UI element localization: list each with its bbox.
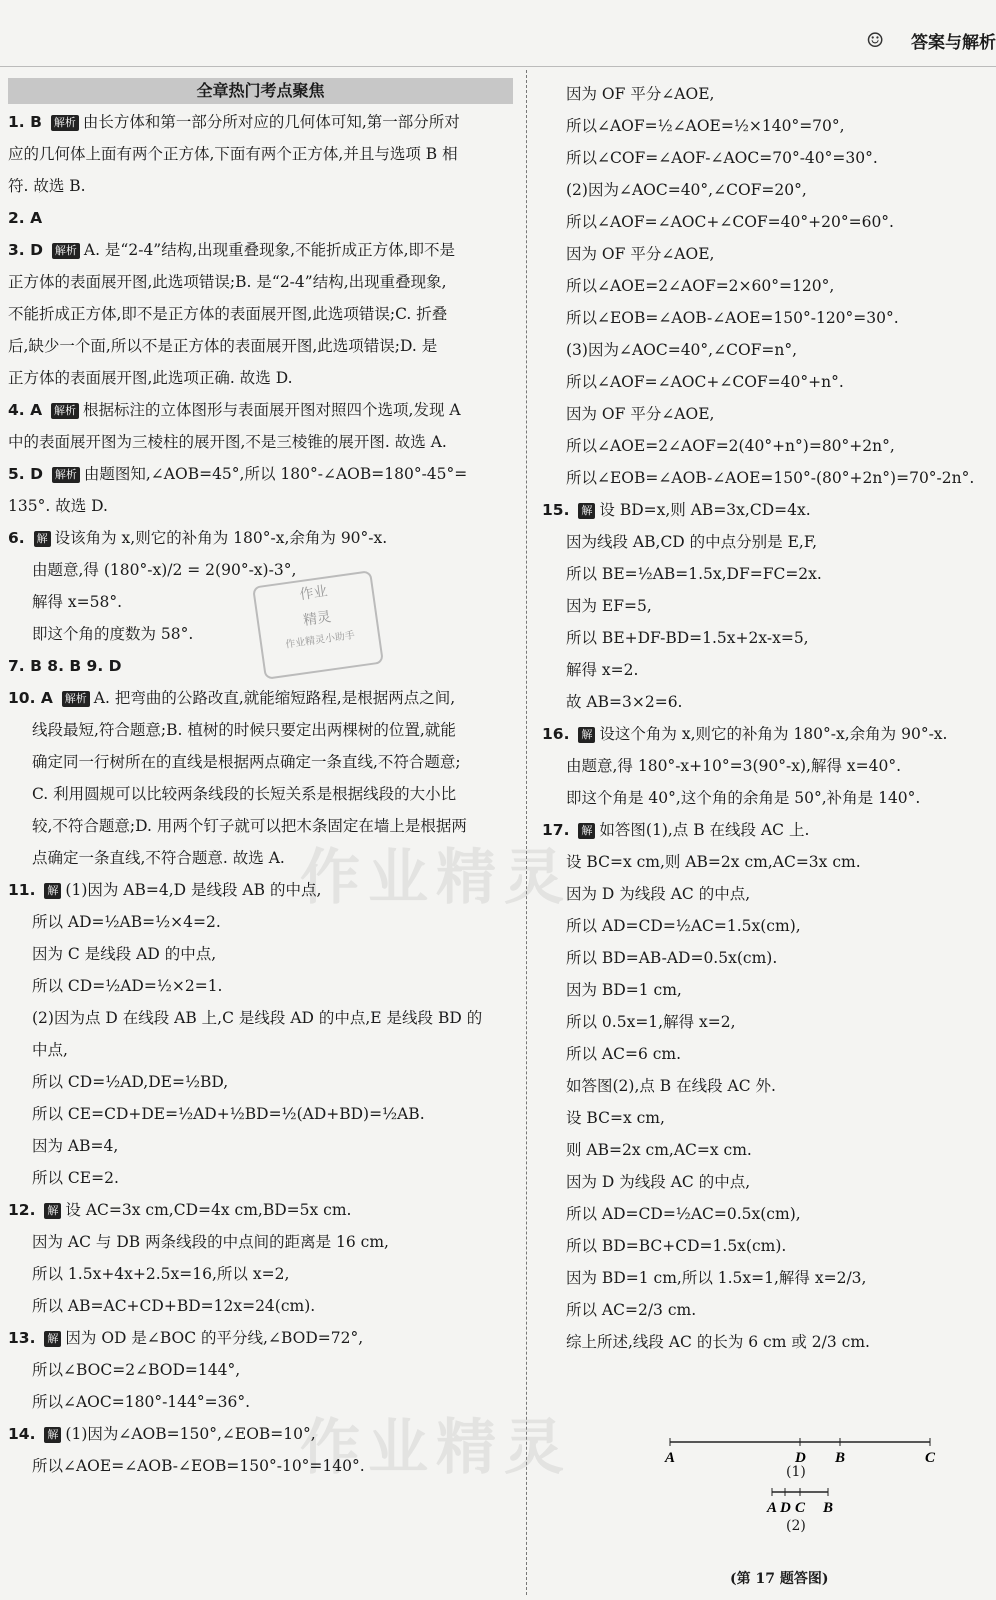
answer-line: [542, 174, 990, 206]
answer-line: [8, 330, 513, 362]
answer-text: 设该角为 x,则它的补角为 180°-x,余角为 90°-x.: [54, 529, 388, 547]
answer-line: [8, 362, 513, 394]
question-number: 5. D: [8, 465, 43, 483]
answer-line: [542, 846, 990, 878]
answer-line: [542, 110, 990, 142]
answer-text: 由长方体和第一部分所对应的几何体可知,第一部分所对: [82, 113, 460, 131]
page-header-title: 答案与解析: [911, 33, 996, 53]
answer-line: [542, 462, 990, 494]
answer-text: 因为 EF=5,: [566, 597, 652, 615]
answer-line: [8, 1290, 513, 1322]
answer-text: 故 AB=3×2=6.: [566, 693, 683, 711]
point-label: A: [767, 1500, 778, 1516]
answer-line: [542, 1166, 990, 1198]
answer-text: 所以 AC=6 cm.: [566, 1045, 682, 1063]
answer-text: 所以 BD=BC+CD=1.5x(cm).: [566, 1237, 787, 1255]
answer-text: 因为 BD=1 cm,: [566, 981, 682, 999]
answer-line: [542, 430, 990, 462]
answer-text: 由题图知,∠AOB=45°,所以 180°-∠AOB=180°-45°=: [83, 465, 468, 483]
answer-line: [542, 686, 990, 718]
question-number: 2. A: [8, 209, 43, 227]
answer-text: A. 把弯曲的公路改直,就能缩短路程,是根据两点之间,: [93, 689, 456, 707]
figure-label-2: (2): [786, 1518, 806, 1534]
answer-text: 所以∠AOF=∠AOC+∠COF=40°+n°.: [566, 373, 844, 391]
answer-line: [8, 298, 513, 330]
answer-line: [8, 522, 513, 554]
user-icon: ☺: [866, 28, 884, 52]
answer-line: [542, 1198, 990, 1230]
answer-line: [8, 1098, 513, 1130]
answer-text: 正方体的表面展开图,此选项错误;B. 是“2-4”结构,出现重叠现象,: [8, 273, 447, 291]
stamp-line: 作业精灵小助手: [284, 630, 356, 651]
answer-line: [8, 1258, 513, 1290]
answer-text: 所以 BE=½AB=1.5x,DF=FC=2x.: [566, 565, 822, 583]
answer-text: 所以 CE=2.: [32, 1169, 119, 1187]
point-label: D: [795, 1450, 806, 1466]
solution-tag: 解: [578, 823, 595, 839]
question-number: 14.: [8, 1425, 36, 1443]
answer-line: [542, 718, 990, 750]
answer-text: 因为 OD 是∠BOC 的平分线,∠BOD=72°,: [65, 1329, 364, 1347]
answer-text: 确定同一行树所在的直线是根据两点确定一条直线,不符合题意;: [32, 753, 461, 771]
left-answer-list: [8, 106, 513, 1482]
answer-text: 中点,: [32, 1041, 68, 1059]
answer-text: 所以 CD=½AD=½×2=1.: [32, 977, 223, 995]
point-label: C: [925, 1450, 936, 1466]
answer-text: (2)因为∠AOC=40°,∠COF=20°,: [566, 181, 807, 199]
watermark: 作业精灵: [300, 843, 572, 913]
answer-line: [542, 1006, 990, 1038]
answer-text: 因为 AB=4,: [32, 1137, 119, 1155]
answer-line: [542, 526, 990, 558]
question-number: 11.: [8, 881, 36, 899]
answer-line: [8, 1066, 513, 1098]
answer-text: 后,缺少一个面,所以不是正方体的表面展开图,此选项错误;D. 是: [8, 337, 438, 355]
answer-text: 设 BD=x,则 AB=3x,CD=4x.: [599, 501, 811, 519]
answer-text: 因为 BD=1 cm,所以 1.5x=1,解得 x=2/3,: [566, 1269, 867, 1287]
answer-text: 不能折成正方体,即不是正方体的表面展开图,此选项错误;C. 折叠: [8, 305, 448, 323]
answer-line: [8, 1130, 513, 1162]
question-number: 12.: [8, 1201, 36, 1219]
question-number: 15.: [542, 501, 570, 519]
answer-text: 135°. 故选 D.: [8, 497, 108, 515]
answer-line: [542, 910, 990, 942]
answer-line: [542, 654, 990, 686]
answer-line: [8, 394, 513, 426]
answer-text: 则 AB=2x cm,AC=x cm.: [566, 1141, 752, 1159]
answer-figure: [660, 1432, 980, 1592]
answer-line: [8, 106, 513, 138]
answer-line: [8, 554, 513, 586]
answer-text: 根据标注的立体图形与表面展开图对照四个选项,发现 A: [83, 401, 461, 419]
answer-line: [542, 622, 990, 654]
answer-line: [8, 618, 513, 650]
answer-text: (1)因为 AB=4,D 是线段 AB 的中点,: [65, 881, 322, 899]
answer-text: C. 利用圆规可以比较两条线段的长短关系是根据线段的大小比: [32, 785, 457, 803]
answer-text: 所以∠EOB=∠AOB-∠AOE=150°-(80°+2n°)=70°-2n°.: [566, 469, 975, 487]
answer-text: 因为 OF 平分∠AOE,: [566, 405, 715, 423]
answer-line: [8, 586, 513, 618]
answer-text: 所以 AC=2/3 cm.: [566, 1301, 697, 1319]
stamp-line: 作业: [298, 583, 329, 604]
answer-line: [542, 366, 990, 398]
answer-text: 解得 x=58°.: [32, 593, 123, 611]
answer-text: 所以 CE=CD+DE=½AD+½BD=½(AD+BD)=½AB.: [32, 1105, 425, 1123]
answer-line: [8, 426, 513, 458]
answer-text: 符. 故选 B.: [8, 177, 86, 195]
answer-text: (1)因为∠AOB=150°,∠EOB=10°,: [65, 1425, 316, 1443]
point-label: D: [780, 1500, 791, 1516]
question-number: 3. D: [8, 241, 43, 259]
stamp-line: 精灵: [302, 609, 333, 629]
analysis-tag: 解析: [62, 691, 90, 707]
answer-line: [8, 906, 513, 938]
answer-text: 所以∠BOC=2∠BOD=144°,: [32, 1361, 241, 1379]
answer-line: [542, 814, 990, 846]
answer-text: 所以 CD=½AD,DE=½BD,: [32, 1073, 229, 1091]
answer-line: [542, 878, 990, 910]
answer-text: 点确定一条直线,不符合题意. 故选 A.: [32, 849, 285, 867]
answer-text: 中的表面展开图为三棱柱的展开图,不是三棱锥的展开图. 故选 A.: [8, 433, 447, 451]
answer-line: [8, 714, 513, 746]
answer-line: [8, 202, 513, 234]
answer-text: 所以 0.5x=1,解得 x=2,: [566, 1013, 736, 1031]
watermark: 作业精灵: [300, 1413, 572, 1483]
answer-line: [8, 778, 513, 810]
answer-text: 设 AC=3x cm,CD=4x cm,BD=5x cm.: [65, 1201, 352, 1219]
answer-line: [8, 170, 513, 202]
answer-line: [8, 746, 513, 778]
answer-text: 所以 BD=AB-AD=0.5x(cm).: [566, 949, 778, 967]
header-rule: [0, 66, 996, 67]
answer-line: [8, 874, 513, 906]
answer-line: [542, 558, 990, 590]
answer-line: [542, 270, 990, 302]
solution-tag: 解: [34, 531, 51, 547]
answer-text: 正方体的表面展开图,此选项正确. 故选 D.: [8, 369, 293, 387]
answer-text: 应的几何体上面有两个正方体,下面有两个正方体,并且与选项 B 相: [8, 145, 458, 163]
answer-text: 所以∠EOB=∠AOB-∠AOE=150°-120°=30°.: [566, 309, 899, 327]
section-title: 全章热门考点聚焦: [8, 78, 513, 104]
answer-text: 设 BC=x cm,: [566, 1109, 665, 1127]
answer-line: [542, 750, 990, 782]
right-answer-list: [542, 78, 990, 1358]
answer-line: [542, 1038, 990, 1070]
answer-line: [8, 458, 513, 490]
answer-line: [542, 334, 990, 366]
analysis-tag: 解析: [52, 467, 80, 483]
answer-text: 因为 OF 平分∠AOE,: [566, 245, 715, 263]
answer-text: 即这个角的度数为 58°.: [32, 625, 194, 643]
answer-text: 所以∠AOF=½∠AOE=½×140°=70°,: [566, 117, 845, 135]
segment-diagram: [660, 1432, 980, 1562]
answer-line: [8, 650, 513, 682]
answer-line: [8, 490, 513, 522]
figure-label-1: (1): [786, 1464, 806, 1480]
answer-line: [542, 1294, 990, 1326]
answer-line: [8, 1418, 513, 1450]
solution-tag: 解: [578, 727, 595, 743]
answer-text: 因为 OF 平分∠AOE,: [566, 85, 715, 103]
answer-line: [542, 1230, 990, 1262]
answer-line: [542, 398, 990, 430]
answer-text: 解得 x=2.: [566, 661, 639, 679]
point-label: B: [835, 1450, 846, 1466]
answer-text: 因为线段 AB,CD 的中点分别是 E,F,: [566, 533, 818, 551]
answer-text: 所以 AD=CD=½AC=0.5x(cm),: [566, 1205, 801, 1223]
left-column: [8, 78, 513, 1482]
answer-text: 所以∠COF=∠AOF-∠AOC=70°-40°=30°.: [566, 149, 878, 167]
answer-text: 所以 1.5x+4x+2.5x=16,所以 x=2,: [32, 1265, 290, 1283]
answer-text: 所以∠AOC=180°-144°=36°.: [32, 1393, 251, 1411]
answer-line: [542, 1326, 990, 1358]
answer-line: [542, 206, 990, 238]
answer-text: 较,不符合题意;D. 用两个钉子就可以把木条固定在墙上是根据两: [32, 817, 467, 835]
answer-text: 线段最短,符合题意;B. 植树的时候只要定出两棵树的位置,就能: [32, 721, 456, 739]
point-label: B: [823, 1500, 834, 1516]
answer-text: 设 BC=x cm,则 AB=2x cm,AC=3x cm.: [566, 853, 861, 871]
answer-line: [542, 142, 990, 174]
answer-line: [8, 138, 513, 170]
answer-line: [542, 942, 990, 974]
answer-line: [8, 1034, 513, 1066]
right-column: [542, 78, 990, 1358]
solution-tag: 解: [44, 1331, 61, 1347]
question-number: 6.: [8, 529, 25, 547]
solution-tag: 解: [44, 1427, 61, 1443]
analysis-tag: 解析: [51, 403, 79, 419]
answer-text: 因为 AC 与 DB 两条线段的中点间的距离是 16 cm,: [32, 1233, 389, 1251]
answer-text: 因为 C 是线段 AD 的中点,: [32, 945, 217, 963]
answer-text: A. 是“2-4”结构,出现重叠现象,不能折成正方体,即不是: [83, 241, 456, 259]
answer-text: 所以∠AOE=∠AOB-∠EOB=150°-10°=140°.: [32, 1457, 365, 1475]
analysis-tag: 解析: [51, 115, 79, 131]
answer-line: [542, 78, 990, 110]
answer-line: [542, 1262, 990, 1294]
answer-line: [8, 1226, 513, 1258]
answer-text: 所以∠AOF=∠AOC+∠COF=40°+20°=60°.: [566, 213, 894, 231]
solution-tag: 解: [44, 1203, 61, 1219]
point-label: A: [665, 1450, 676, 1466]
question-number: 16.: [542, 725, 570, 743]
figure-caption: (第 17 题答图): [730, 1571, 829, 1587]
answer-text: 所以 BE+DF-BD=1.5x+2x-x=5,: [566, 629, 809, 647]
point-label: C: [795, 1500, 806, 1516]
answer-line: [8, 1386, 513, 1418]
answer-text: 即这个角是 40°,这个角的余角是 50°,补角是 140°.: [566, 789, 921, 807]
answer-text: 所以 AB=AC+CD+BD=12x=24(cm).: [32, 1297, 316, 1315]
question-number: 1. B: [8, 113, 42, 131]
answer-text: 因为 D 为线段 AC 的中点,: [566, 1173, 751, 1191]
answer-line: [8, 1162, 513, 1194]
answer-line: [8, 938, 513, 970]
question-number: 10. A: [8, 689, 53, 707]
answer-text: 综上所述,线段 AC 的长为 6 cm 或 2/3 cm.: [566, 1333, 870, 1351]
answer-line: [542, 1070, 990, 1102]
answer-text: 如答图(1),点 B 在线段 AC 上.: [599, 821, 810, 839]
answer-line: [8, 810, 513, 842]
answer-line: [8, 1450, 513, 1482]
analysis-tag: 解析: [52, 243, 80, 259]
answer-line: [542, 1134, 990, 1166]
answer-text: 因为 D 为线段 AC 的中点,: [566, 885, 751, 903]
answer-text: (3)因为∠AOC=40°,∠COF=n°,: [566, 341, 798, 359]
question-number: 13.: [8, 1329, 36, 1347]
answer-line: [8, 234, 513, 266]
answer-line: [542, 590, 990, 622]
answer-text: 所以 AD=½AB=½×4=2.: [32, 913, 221, 931]
answer-text: 由题意,得 180°-x+10°=3(90°-x),解得 x=40°.: [566, 757, 902, 775]
answer-line: [8, 266, 513, 298]
answer-text: 所以 AD=CD=½AC=1.5x(cm),: [566, 917, 801, 935]
answer-line: [542, 1102, 990, 1134]
solution-tag: 解: [44, 883, 61, 899]
answer-text: 所以∠AOE=2∠AOF=2×60°=120°,: [566, 277, 835, 295]
answer-line: [8, 842, 513, 874]
answer-text: 由题意,得 (180°-x)/2 = 2(90°-x)-3°,: [32, 561, 297, 579]
question-number: 7. B 8. B 9. D: [8, 657, 122, 675]
solution-tag: 解: [578, 503, 595, 519]
answer-line: [8, 970, 513, 1002]
answer-line: [542, 302, 990, 334]
answer-line: [8, 1002, 513, 1034]
answer-line: [542, 782, 990, 814]
answer-text: 所以∠AOE=2∠AOF=2(40°+n°)=80°+2n°,: [566, 437, 895, 455]
question-number: 17.: [542, 821, 570, 839]
answer-text: (2)因为点 D 在线段 AB 上,C 是线段 AD 的中点,E 是线段 BD 的: [32, 1009, 483, 1027]
answer-line: [542, 238, 990, 270]
question-number: 4. A: [8, 401, 43, 419]
answer-text: 如答图(2),点 B 在线段 AC 外.: [566, 1077, 776, 1095]
answer-line: [542, 494, 990, 526]
answer-line: [542, 974, 990, 1006]
answer-line: [8, 1194, 513, 1226]
answer-text: 设这个角为 x,则它的补角为 180°-x,余角为 90°-x.: [599, 725, 948, 743]
answer-line: [8, 682, 513, 714]
answer-line: [8, 1322, 513, 1354]
answer-line: [8, 1354, 513, 1386]
